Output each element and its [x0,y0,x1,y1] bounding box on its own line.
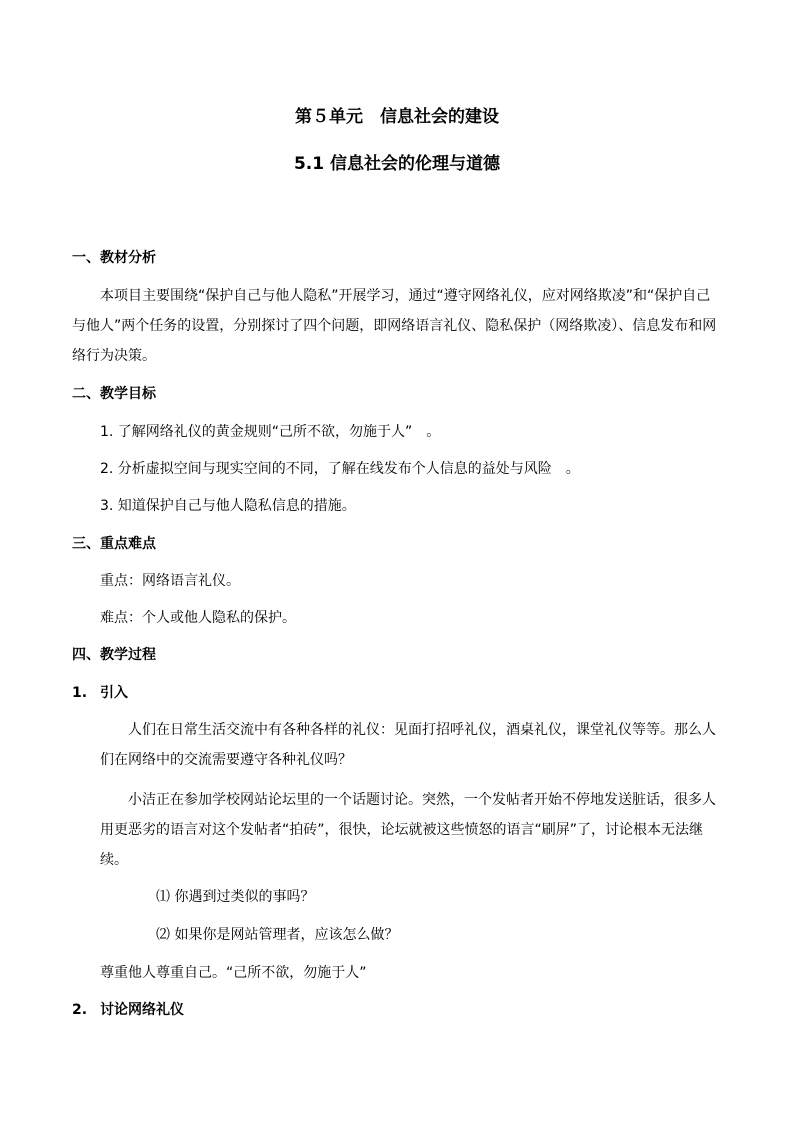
subsection-label: 讨论网络礼仪 [100,1002,184,1018]
analysis-paragraph: 本项目主要围绕“保护自己与他人隐私”开展学习，通过“遵守网络礼仪，应对网络欺凌”和“保护自己与他人”两个任务的设置，分别探讨了四个问题，即网络语言礼仪、隐私保护（网络欺凌）、信息发布和网络行为决策。 [72,288,717,364]
subsection-label: 引入 [100,685,128,701]
goal-item-3: 3. 知道保护自己与他人隐私信息的措施。 [100,498,356,514]
question-2: ⑵ 如果你是网站管理者，应该怎么做？ [156,927,399,943]
conclusion-text: 尊重他人尊重自己。“己所不欲，勿施于人” [100,965,367,981]
section-heading-analysis: 一、教材分析 [72,250,156,266]
goal-item-2: 2. 分析虚拟空间与现实空间的不同，了解在线发布个人信息的益处与风险 。 [100,461,580,477]
goal-item-1: 1. 了解网络礼仪的黄金规则“己所不欲，勿施于人” 。 [100,424,441,440]
subsection-number: 1. [72,685,88,701]
question-1: ⑴ 你遇到过类似的事吗？ [156,889,315,905]
unit-title: 第５单元 信息社会的建设 [295,107,499,127]
section-heading-goals: 二、教学目标 [72,386,156,402]
intro-paragraph-2: 小洁正在参加学校网站论坛里的一个话题讨论。突然，一个发帖者开始不停地发送脏话，很多人用更恶劣的语言对这个发帖者“拍砖”，很快，论坛就被这些愤怒的语言“刷屏”了，讨论根本无法继续。 [100,792,716,868]
subsection-heading-intro [72,682,128,704]
lesson-title: 5.1 信息社会的伦理与道德 [293,154,501,174]
intro-paragraph-1: 人们在日常生活交流中有各种各样的礼仪：见面打招呼礼仪，酒桌礼仪，课堂礼仪等等。那么人们在网络中的交流需要遵守各种礼仪吗？ [100,722,716,768]
difficult-point: 难点：个人或他人隐私的保护。 [100,610,296,626]
section-heading-process: 四、教学过程 [72,647,156,663]
key-point: 重点：网络语言礼仪。 [100,573,240,589]
subsection-heading-discuss [72,999,184,1021]
subsection-number: 2. [72,1002,88,1018]
section-heading-keypoints: 三、重点难点 [72,536,156,552]
